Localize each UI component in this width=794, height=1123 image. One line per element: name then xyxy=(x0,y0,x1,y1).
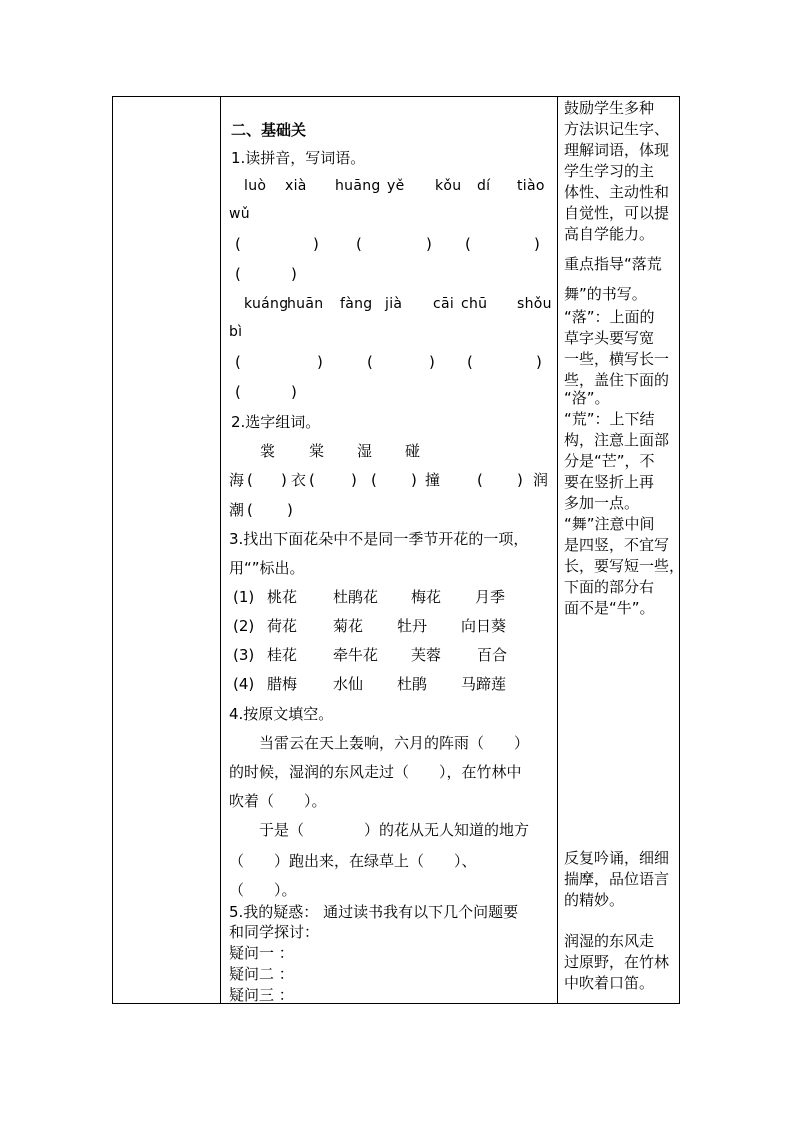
q5-title: 5.我的疑惑： 通过读书我有以下几个问题要 xyxy=(229,903,519,921)
question-line: 疑问一 ： xyxy=(229,944,294,962)
blank-close: ) xyxy=(351,471,357,489)
word-char: 衣 xyxy=(291,471,307,489)
note-line: 中吹着口笛。 xyxy=(564,974,655,992)
q1-title: 1.读拼音，写词语。 xyxy=(231,149,366,167)
note-line: 要在竖折上再 xyxy=(564,473,655,491)
pinyin: bì xyxy=(229,324,243,340)
q2-title: 2.选字组词。 xyxy=(231,413,321,431)
note-line: 下面的部分右 xyxy=(564,578,655,596)
blank-open: ( xyxy=(367,353,373,371)
pinyin: chū xyxy=(461,296,488,312)
q4-title: 4.按原文填空。 xyxy=(229,705,334,723)
blank-open: ( xyxy=(371,471,377,489)
q4-paragraph-2-line-1: 于是（ ）的花从无人知道的地方 xyxy=(259,821,530,839)
pinyin: wǔ xyxy=(229,206,250,222)
blank-open: ( xyxy=(477,471,483,489)
note-line: 长，要写短一些， xyxy=(564,557,685,575)
flower-option: 桂花 xyxy=(267,646,298,664)
note-line: 是四竖，不宜写 xyxy=(564,536,670,554)
note-line: 面不是“牛”。 xyxy=(564,599,655,617)
blank-open: ( xyxy=(235,353,241,371)
q5-title-cont: 和同学探讨： xyxy=(229,923,320,941)
word-char: 潮 xyxy=(229,501,245,519)
flower-option: 百合 xyxy=(477,646,508,664)
group-number: (2) xyxy=(233,617,255,635)
char-option: 裳 xyxy=(260,442,276,460)
blank-open: ( xyxy=(309,471,315,489)
q4-paragraph-2-line-3: （ ）。 xyxy=(229,881,297,899)
blank-open: ( xyxy=(356,235,362,253)
blank-close: ) xyxy=(313,235,319,253)
pinyin: dí xyxy=(477,178,491,194)
blank-close: ) xyxy=(534,235,540,253)
teaching-notes-column xyxy=(558,97,685,1003)
pinyin: luò xyxy=(244,178,267,194)
note-line: 理解词语，体现 xyxy=(564,141,670,159)
char-option: 湿 xyxy=(357,442,373,460)
note-line: 方法识记生字、 xyxy=(564,120,670,138)
flower-option: 牵牛花 xyxy=(333,646,379,664)
pinyin: xià xyxy=(285,178,307,194)
blank-close: ) xyxy=(291,265,297,283)
note-line: 鼓励学生多种 xyxy=(564,99,655,117)
pinyin: huāng xyxy=(335,178,381,194)
note-line: 反复吟诵，细细 xyxy=(564,849,670,867)
flower-option: 杜鹃花 xyxy=(333,588,379,606)
note-line: 草字头要写宽 xyxy=(564,329,655,347)
q4-paragraph-1-line-1: 当雷云在天上轰响，六月的阵雨（ ） xyxy=(259,734,530,752)
note-line: 分是“芒”，不 xyxy=(564,452,655,470)
flower-option: 水仙 xyxy=(333,675,364,693)
pinyin: cāi xyxy=(433,296,455,312)
pinyin: kuáng xyxy=(244,296,289,312)
note-line: 自觉性，可以提 xyxy=(564,204,670,222)
note-line: 润湿的东风走 xyxy=(564,932,655,950)
blank-open: ( xyxy=(465,235,471,253)
blank-open: ( xyxy=(235,383,241,401)
pinyin: huān xyxy=(287,296,324,312)
note-line: “洛”。 xyxy=(564,389,610,407)
group-number: (4) xyxy=(233,675,255,693)
flower-option: 腊梅 xyxy=(267,675,298,693)
flower-option: 荷花 xyxy=(267,617,298,635)
blank-open: ( xyxy=(235,265,241,283)
pinyin: shǒu xyxy=(517,296,552,312)
flower-option: 菊花 xyxy=(333,617,364,635)
blank-close: ) xyxy=(287,501,293,519)
blank-close: ) xyxy=(429,353,435,371)
pinyin: jià xyxy=(385,296,403,312)
flower-option: 梅花 xyxy=(411,588,442,606)
note-line: 体性、主动性和 xyxy=(564,183,670,201)
blank-open: ( xyxy=(467,353,473,371)
char-option: 碰 xyxy=(405,442,421,460)
q4-paragraph-1-line-2: 的时候，湿润的东风走过（ ），在竹林中 xyxy=(229,763,522,781)
word-char: 润 xyxy=(533,471,549,489)
lesson-table xyxy=(112,96,685,1004)
note-line: 高自学能力。 xyxy=(564,225,655,243)
pinyin: yě xyxy=(387,178,405,194)
flower-option: 牡丹 xyxy=(397,617,428,635)
pinyin: fàng xyxy=(340,296,373,312)
blank-open: ( xyxy=(247,501,253,519)
note-line: 重点指导“落荒 xyxy=(564,255,662,273)
q3-title-cont: 用“”标出。 xyxy=(229,559,305,577)
note-line: 过原野，在竹林 xyxy=(564,953,670,971)
exercise-column xyxy=(221,97,557,1003)
note-line: 学生学习的主 xyxy=(564,162,655,180)
note-line: 舞”的书写。 xyxy=(564,285,647,303)
blank-close: ) xyxy=(411,471,417,489)
flower-option: 桃花 xyxy=(267,588,298,606)
q3-title: 3.找出下面花朵中不是同一季节开花的一项， xyxy=(229,530,529,548)
note-line: “落”：上面的 xyxy=(564,308,655,326)
note-line: 的精妙。 xyxy=(564,891,625,909)
note-line: 些，盖住下面的 xyxy=(564,371,670,389)
flower-option: 杜鹃 xyxy=(397,675,428,693)
q4-paragraph-1-line-3: 吹着（ ）。 xyxy=(229,792,327,810)
note-line: “舞”注意中间 xyxy=(564,515,655,533)
pinyin: tiào xyxy=(517,178,545,194)
note-line: 揣摩，品位语言 xyxy=(564,870,670,888)
note-line: 一些，横写长一 xyxy=(564,350,670,368)
q4-paragraph-2-line-2: （ ）跑出来，在绿草上（ ）、 xyxy=(229,852,477,870)
blank-close: ) xyxy=(426,235,432,253)
note-line: 构，注意上面部 xyxy=(564,431,670,449)
word-char: 海 xyxy=(229,471,245,489)
flower-option: 向日葵 xyxy=(461,617,507,635)
group-number: (1) xyxy=(233,588,255,606)
question-line: 疑问三 ： xyxy=(229,986,294,1004)
flower-option: 月季 xyxy=(475,588,506,606)
blank-open: ( xyxy=(235,235,241,253)
group-number: (3) xyxy=(233,646,255,664)
section-title: 二、基础关 xyxy=(231,121,307,139)
note-line: 多加一点。 xyxy=(564,494,640,512)
flower-option: 芙蓉 xyxy=(411,646,442,664)
blank-close: ) xyxy=(536,353,542,371)
question-line: 疑问二 ： xyxy=(229,965,294,983)
pinyin: kǒu xyxy=(435,178,462,194)
char-option: 棠 xyxy=(309,442,325,460)
blank-close: ) xyxy=(517,471,523,489)
blank-close: ) xyxy=(291,383,297,401)
word-char: 撞 xyxy=(425,471,441,489)
blank-close: ) xyxy=(281,471,287,489)
blank-close: ) xyxy=(317,353,323,371)
flower-option: 马蹄莲 xyxy=(461,675,507,693)
note-line: “荒”：上下结 xyxy=(564,410,655,428)
blank-open: ( xyxy=(247,471,253,489)
